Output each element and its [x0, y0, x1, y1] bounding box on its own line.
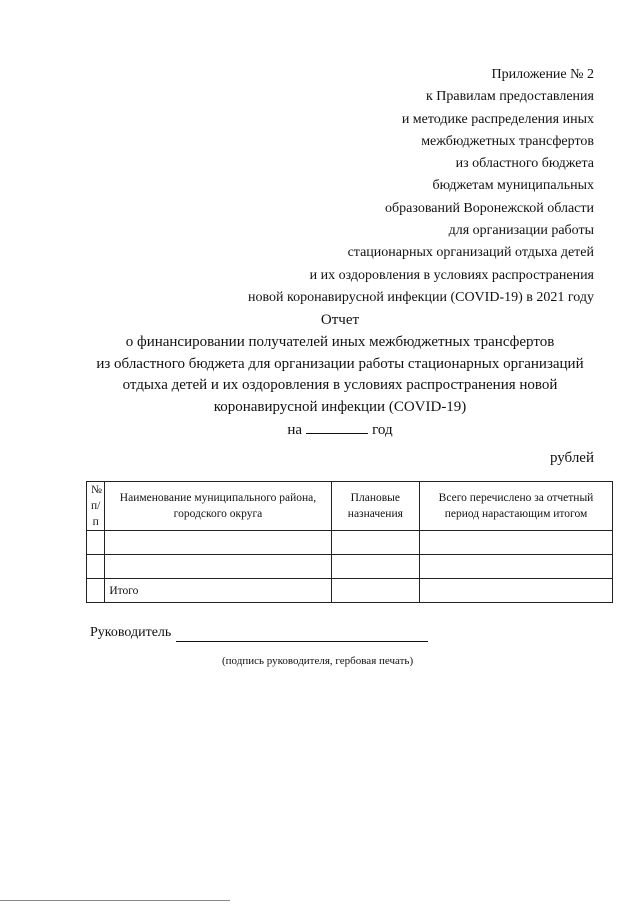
appendix-line: стационарных организаций отдыха детей — [347, 245, 594, 261]
header-total: Всего перечислено за отчетный период нарастающим итогом — [420, 482, 613, 531]
table-cell[interactable] — [331, 555, 419, 579]
appendix-block — [174, 64, 594, 309]
report-year-line — [60, 419, 620, 442]
header-number — [87, 482, 105, 531]
table-header-row — [87, 482, 613, 531]
appendix-line: Приложение № 2 — [491, 67, 594, 82]
table-cell[interactable] — [105, 531, 331, 555]
appendix-line: бюджетам муниципальных — [432, 178, 594, 194]
year-blank-field[interactable] — [306, 419, 368, 434]
report-title-block — [60, 310, 620, 442]
report-title-line: коронавирусной инфекции (COVID-19) — [213, 399, 467, 416]
header-number-abbr: п/п — [91, 500, 101, 528]
table-cell[interactable] — [331, 579, 419, 603]
appendix-line: из областного бюджета — [455, 156, 594, 172]
signature-caption: (подпись руководителя, гербовая печать) — [222, 655, 414, 667]
table-cell[interactable] — [420, 579, 613, 603]
table-cell[interactable] — [87, 579, 105, 603]
table-row — [87, 531, 613, 555]
year-suffix: год — [372, 421, 393, 438]
total-label: Итого — [105, 579, 331, 603]
signature-label: Руководитель — [90, 625, 172, 640]
table-cell[interactable] — [87, 531, 105, 555]
header-number-symbol: № — [91, 484, 102, 496]
appendix-line: образований Воронежской области — [385, 200, 594, 216]
table-row — [87, 555, 613, 579]
report-table — [86, 481, 613, 603]
table-total-row — [87, 579, 613, 603]
header-name: Наименование муниципального района, городского округа — [105, 482, 331, 531]
appendix-line: и их оздоровления в условиях распространения — [309, 267, 594, 283]
report-title-line: отдыха детей и их оздоровления в условиях распространения новой — [122, 377, 558, 394]
table-cell[interactable] — [331, 531, 419, 555]
report-heading: Отчет — [320, 312, 360, 328]
report-title-line: из областного бюджета для организации работы стационарных организаций — [96, 355, 584, 372]
header-plan: Плановые назначения — [331, 482, 419, 531]
appendix-line: к Правилам предоставления — [425, 89, 594, 105]
table-cell[interactable] — [87, 555, 105, 579]
appendix-line: для организации работы — [448, 223, 594, 239]
appendix-line: и методике распределения иных — [401, 111, 594, 127]
year-prefix: на — [287, 421, 303, 438]
report-title-line: о финансировании получателей иных межбюджетных трансфертов — [125, 333, 555, 350]
appendix-line: новой коронавирусной инфекции (COVID-19) в 2021 году — [247, 289, 594, 305]
appendix-line: межбюджетных трансфертов — [421, 133, 594, 149]
table-cell[interactable] — [105, 555, 331, 579]
signature-line[interactable] — [176, 641, 428, 642]
bottom-divider — [0, 900, 230, 901]
currency-unit: рублей — [549, 450, 594, 466]
table-cell[interactable] — [420, 555, 613, 579]
table-cell[interactable] — [420, 531, 613, 555]
